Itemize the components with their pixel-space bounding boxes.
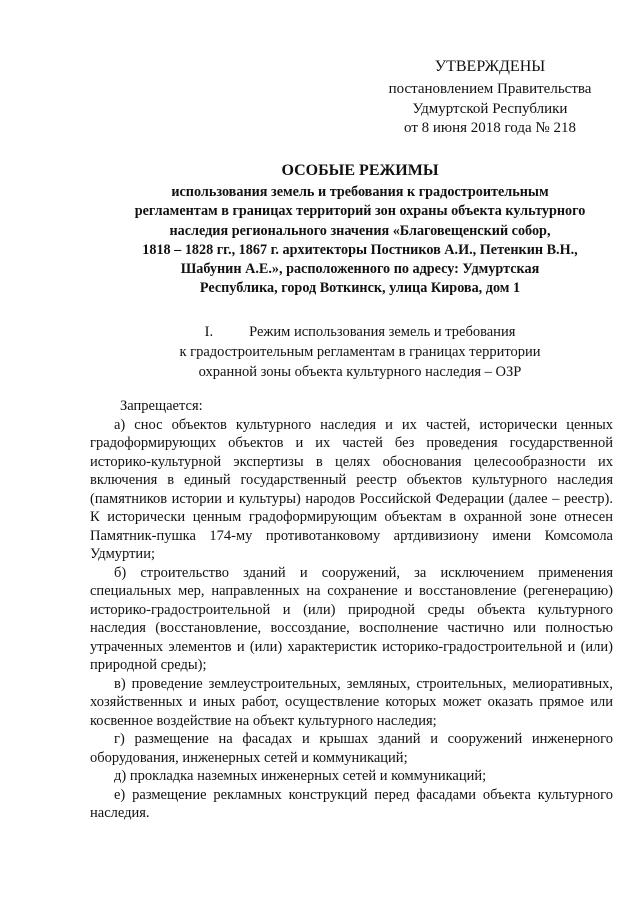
approval-line-2: Удмуртской Республики <box>412 100 568 117</box>
paragraph-d: д) прокладка наземных инженерных сетей и коммуникаций; <box>114 768 487 784</box>
approval-label: УТВЕРЖДЕНЫ <box>434 58 546 75</box>
title-line: Республика, город Воткинск, улица Кирова, дом 1 <box>199 280 521 297</box>
section-heading <box>100 322 620 382</box>
title-line: Шабунин А.Е.», расположенного по адресу: Удмуртская <box>180 261 540 278</box>
title-line: использования земель и требования к градостроительным <box>171 184 549 200</box>
title-line: наследия регионального значения «Благовещенский собор, <box>169 222 551 239</box>
section-line-3: охранной зоны объекта культурного наследия – ОЗР <box>198 364 522 380</box>
approval-line-3: от 8 июня 2018 года № 218 <box>404 120 576 136</box>
paragraph-a: а) снос объектов культурного наследия и их частей, исторически ценных градоформирующих объектов и их частей без проведения государственной историко-культурной экспертизы в целях обоснования целесообразности их включения в единый государственный реестр объектов культурного наследия (памятников истории и культуры) народов Российской Федерации (далее – реестр). К исторически ценным градоформирующим объектам в охранной зоне отнесен Памятник-пушка 174-му противотанковому артдивизиону имени Комсомола Удмуртии; <box>90 416 613 562</box>
intro-paragraph: Запрещается: <box>120 398 203 414</box>
paragraph-b: б) строительство зданий и сооружений, за исключением применения специальных мер, направленных на сохранение и восстановление (регенерацию) историко-градостроительной и (или) природной среды объекта культурного наследия (восстановление, воссоздание, восполнение частично или полностью утраченных элементов и (или) характеристик историко-градостроительной и (или) природной среды); <box>90 564 613 673</box>
paragraph-e: е) размещение рекламных конструкций перед фасадами объекта культурного наследия. <box>90 786 613 821</box>
section-number: I. <box>204 324 214 340</box>
document-title <box>100 160 620 299</box>
approval-line-1: постановлением Правительства <box>388 81 592 97</box>
paragraph-v: в) проведение землеустроительных, земляных, строительных, мелиоративных, хозяйственных и иных работ, осуществление которых может оказать прямое или косвенное воздействие на объект культурного наследия; <box>90 675 613 729</box>
title-line: 1818 – 1828 гг., 1867 г. архитекторы Постников А.И., Петенкин В.Н., <box>142 241 578 258</box>
section-line-2: к градостроительным регламентам в границах территории <box>179 344 541 360</box>
title-line: регламентам в границах территорий зон охраны объекта культурного <box>134 203 586 220</box>
approval-stamp <box>360 56 620 139</box>
paragraph-g: г) размещение на фасадах и крышах зданий и сооружений инженерного оборудования, инженерных сетей и коммуникаций; <box>90 731 613 766</box>
section-line-1: Режим использования земель и требования <box>249 324 516 340</box>
title-main: ОСОБЫЕ РЕЖИМЫ <box>281 162 439 179</box>
body-text <box>90 397 613 823</box>
